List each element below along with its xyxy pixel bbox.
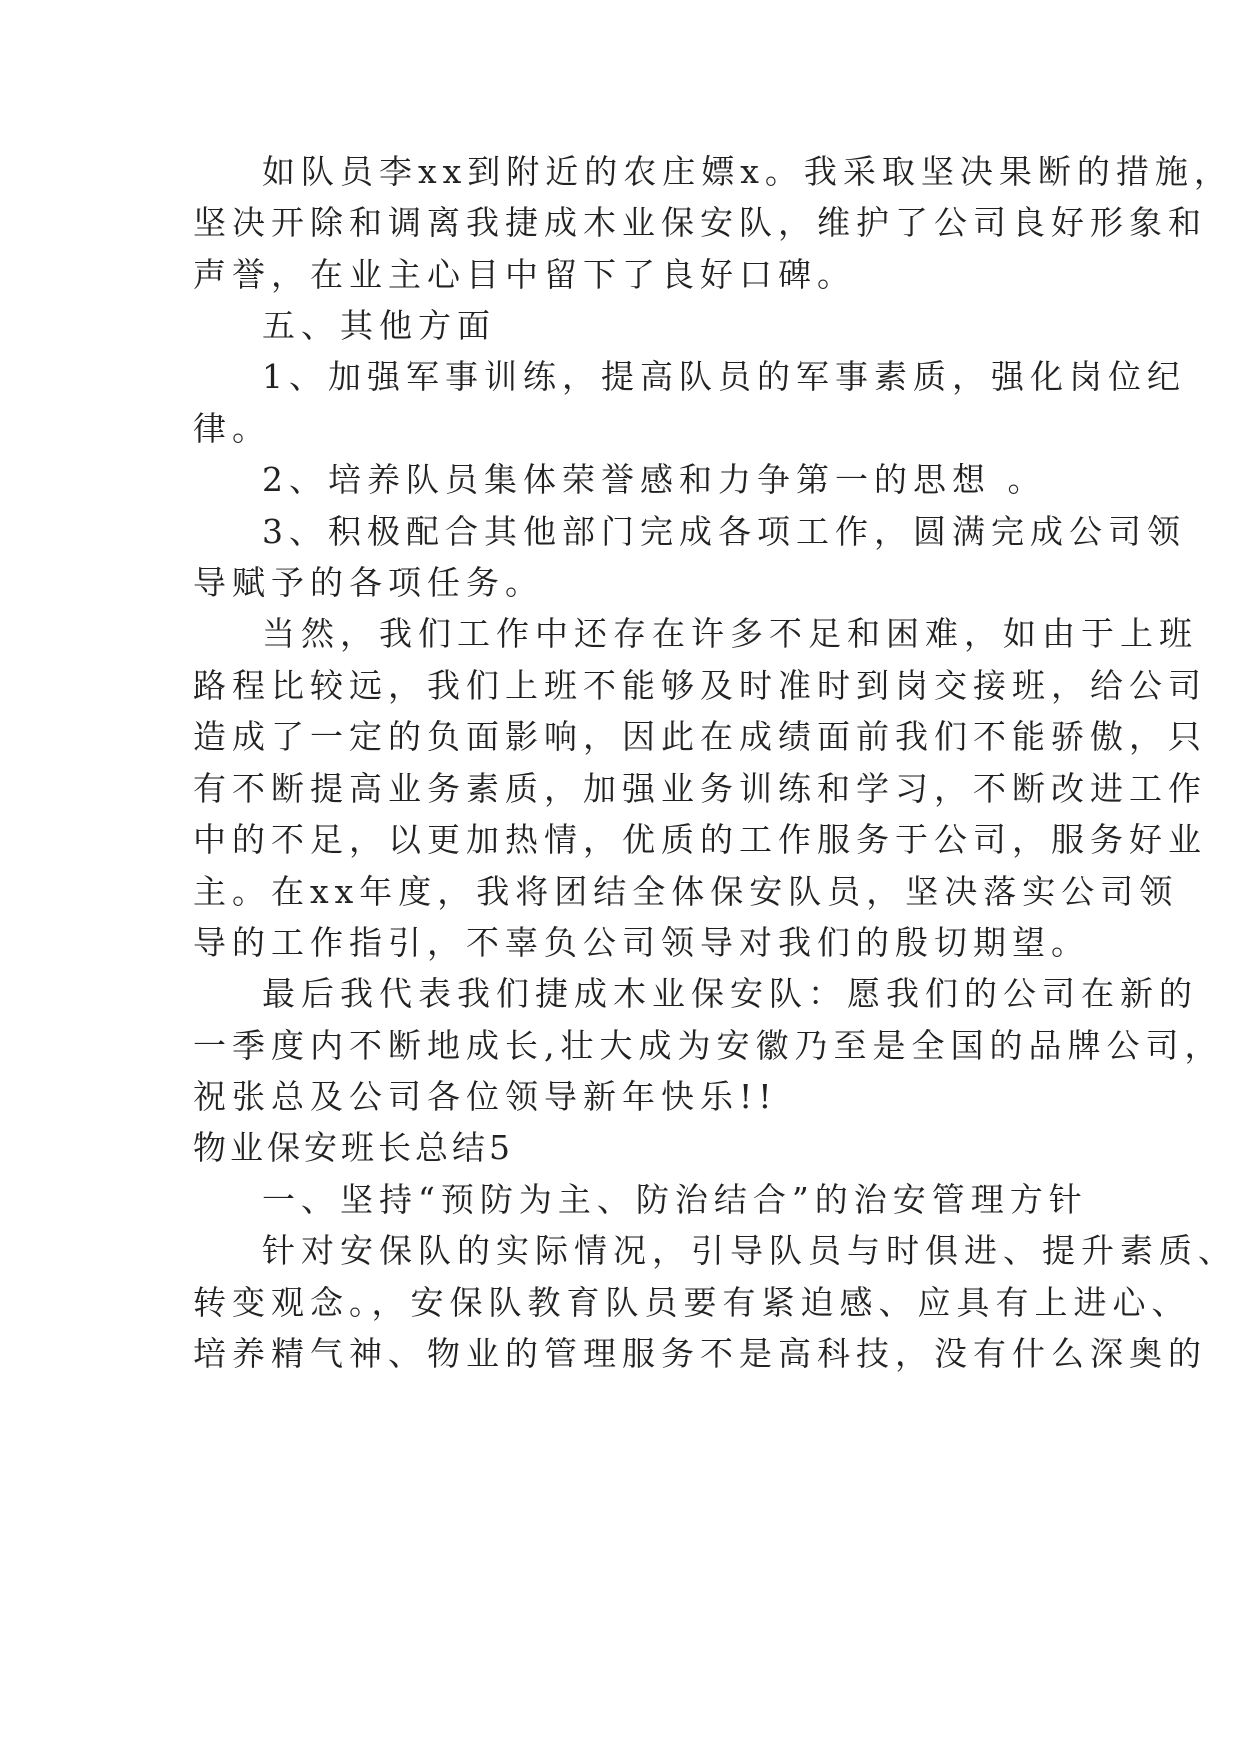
paragraph-line: 有不断提高业务素质，加强业务训练和学习，不断改进工作	[193, 769, 1207, 808]
list-item: 1、加强军事训练，提高队员的军事素质，强化岗位纪	[262, 357, 1186, 396]
paragraph-line: 最后我代表我们捷成木业保安队：愿我们的公司在新的	[262, 974, 1198, 1013]
paragraph-line: 一季度内不断地成长,壮大成为安徽乃至是全国的品牌公司，	[193, 1026, 1224, 1065]
section-heading: 一、坚持“预防为主、防治结合”的治安管理方针	[262, 1180, 1088, 1219]
paragraph-line: 坚决开除和调离我捷成木业保安队，维护了公司良好形象和	[193, 203, 1207, 242]
paragraph-line: 培养精气神、物业的管理服务不是高科技，没有什么深奥的	[193, 1334, 1207, 1373]
paragraph-line: 中的不足，以更加热情，优质的工作服务于公司，服务好业	[193, 820, 1207, 859]
paragraph-line: 造成了一定的负面影响，因此在成绩面前我们不能骄傲，只	[193, 717, 1207, 756]
list-item: 3、积极配合其他部门完成各项工作，圆满完成公司领	[262, 512, 1186, 551]
paragraph-line: 如队员李xx到附近的农庄嫖x。我采取坚决果断的措施，	[262, 152, 1233, 191]
list-item: 2、培养队员集体荣誉感和力争第一的思想 。	[262, 460, 1047, 499]
paragraph-line: 转变观念。，安保队教育队员要有紧迫感、应具有上进心、	[193, 1283, 1191, 1322]
paragraph-line: 声誉，在业主心目中留下了良好口碑。	[193, 255, 856, 294]
list-item-continuation: 导赋予的各项任务。	[193, 563, 544, 602]
section-heading: 五、其他方面	[262, 306, 496, 345]
paragraph-line: 祝张总及公司各位领导新年快乐!!	[193, 1077, 778, 1116]
paragraph-line: 当然，我们工作中还存在许多不足和困难，如由于上班	[262, 614, 1198, 653]
paragraph-line: 导的工作指引，不辜负公司领导对我们的殷切期望。	[193, 923, 1090, 962]
paragraph-line: 主。在xx年度，我将团结全体保安队员，坚决落实公司领	[193, 872, 1179, 911]
list-item-continuation: 律。	[193, 409, 271, 448]
section-title: 物业保安班长总结5	[193, 1128, 514, 1167]
paragraph-line: 路程比较远，我们上班不能够及时准时到岗交接班，给公司	[193, 666, 1207, 705]
paragraph-line: 针对安保队的实际情况，引导队员与时俱进、提升素质、	[262, 1231, 1237, 1270]
